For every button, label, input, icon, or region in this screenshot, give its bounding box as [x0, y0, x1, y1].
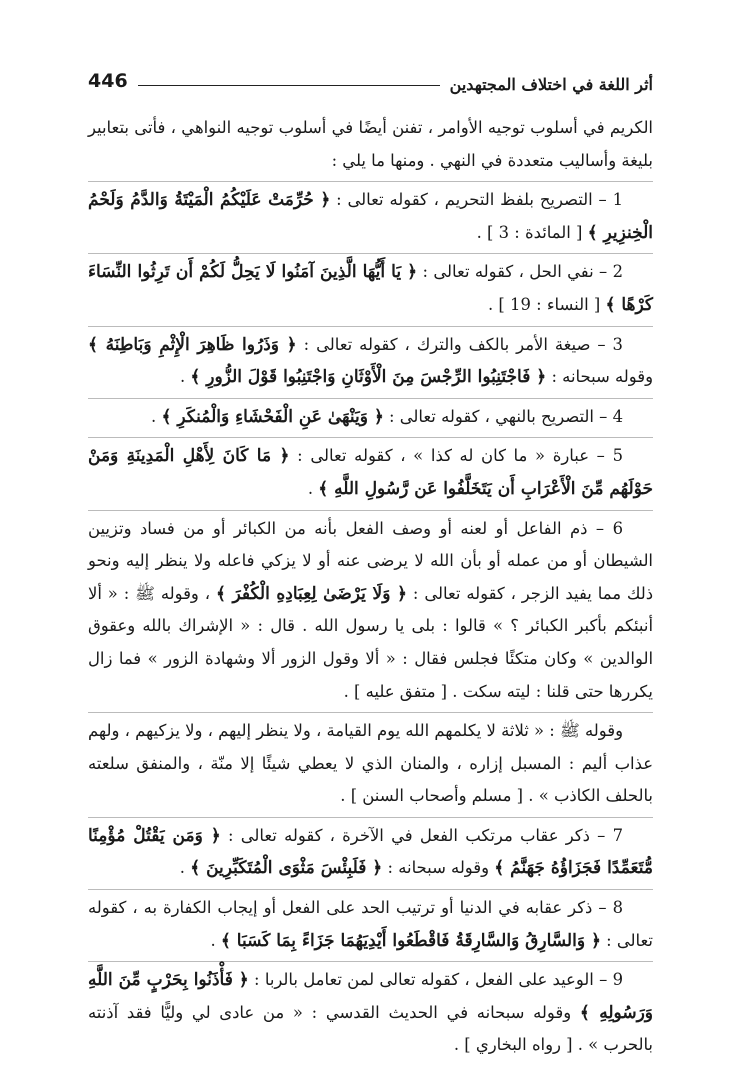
- item-4-quran: ﴿ وَيَنْهَىٰ عَنِ الْفَحْشَاءِ وَالْمُنكَرِ ﴾: [161, 406, 384, 427]
- item-8-text: 8 – ذكر عقابه في الدنيا أو ترتيب الحد على الفعل أو إيجاب الكفارة به ، كقوله تعالى :: [88, 898, 653, 950]
- item-6-text-1: 6 – ذم الفاعل أو لعنه أو وصف الفعل بأنه من الكبائر أو من فساد وتزيين الشيطان أو من عمله أو بأن الله لا يرضى عنه أو لا يزكي فاعله ولا ينظر إليه ونحو ذلك مما يفيد الزجر ، كقوله تعالى :: [88, 518, 653, 603]
- item-8: [88, 889, 653, 957]
- item-3-mid-text: وقوله سبحانه :: [551, 367, 653, 387]
- hadith-paragraph: [88, 712, 653, 813]
- item-7-quran-1: ﴿ وَمَن يَقْتُلْ مُؤْمِنًا مُّتَعَمِّدًا فَجَزَاؤُهُ جَهَنَّمُ ﴾: [88, 825, 653, 879]
- item-7: [88, 817, 653, 885]
- item-5-text: 5 – عبارة « ما كان له كذا » ، كقوله تعالى :: [297, 446, 623, 466]
- item-9-reference: [ رواه البخاري ] .: [453, 1035, 573, 1055]
- item-2-quran: ﴿ يَا أَيُّهَا الَّذِينَ آمَنُوا لَا يَحِلُّ لَكُمْ أَن تَرِثُوا النِّسَاءَ كَرْهًا ﴾: [88, 262, 653, 315]
- item-7-period: .: [179, 858, 185, 878]
- intro-text: الكريم في أسلوب توجيه الأوامر ، تفنن أيضًا في أسلوب توجيه النواهي ، فأتى بتعابير بليغة وأساليب متعددة في النهي . ومنها ما يلي :: [88, 118, 653, 170]
- item-3-quran-1: ﴿ وَذَرُوا ظَاهِرَ الْإِثْمِ وَبَاطِنَهُ ﴾: [88, 334, 297, 355]
- item-4: [88, 398, 653, 434]
- item-3-quran-2: ﴿ فَاجْتَنِبُوا الرِّجْسَ مِنَ الْأَوْثَانِ وَاجْتَنِبُوا قَوْلَ الزُّورِ ﴾: [190, 367, 547, 388]
- item-8-period: .: [210, 930, 216, 950]
- item-5: [88, 437, 653, 505]
- page-header: [88, 62, 653, 98]
- item-9-quran: ﴿ فَأْذَنُوا بِحَرْبٍ مِّنَ اللَّهِ وَرَسُولِهِ ﴾: [88, 970, 653, 1023]
- item-9-text: 9 – الوعيد على الفعل ، كقوله تعالى لمن تعامل بالربا :: [254, 970, 624, 990]
- item-6-quran: ﴿ وَلَا يَرْضَىٰ لِعِبَادِهِ الْكُفْرَ ﴾: [215, 583, 407, 604]
- item-4-period: .: [151, 406, 157, 426]
- item-3-text: 3 – صيغة الأمر بالكف والترك ، كقوله تعالى :: [303, 334, 623, 354]
- item-2: [88, 253, 653, 321]
- item-4-text: 4 – التصريح بالنهي ، كقوله تعالى :: [389, 406, 623, 426]
- item-9: [88, 961, 653, 1062]
- intro-paragraph: [88, 112, 653, 177]
- item-7-quran-2: ﴿ فَلَبِئْسَ مَثْوَى الْمُتَكَبِّرِينَ ﴾: [190, 858, 383, 879]
- item-7-mid-text: وقوله سبحانه :: [387, 858, 490, 878]
- item-6-reference: [ متفق عليه ] .: [343, 681, 448, 701]
- header-rule: [138, 85, 440, 86]
- item-9-text-2: وقوله سبحانه في الحديث القدسي : « من عادى لي وليًّا فقد آذنته بالحرب » .: [88, 1002, 653, 1055]
- item-3-period: .: [179, 367, 186, 387]
- item-3: [88, 326, 653, 394]
- item-5-period: .: [307, 478, 314, 498]
- hadith-text: وقوله ﷺ : « ثلاثة لا يكلمهم الله يوم القيامة ، ولا ينظر إليهم ، ولا يزكيهم ، ولهم عذاب أليم : المسبل إزاره ، والمنان الذي لا يعطي شيئًا إلا منّة ، والمنفق سلعته بالحلف الكاذب » .: [88, 721, 653, 806]
- page-content: [88, 112, 653, 1066]
- item-1-text: 1 – التصريح بلفظ التحريم ، كقوله تعالى :: [336, 190, 624, 210]
- item-1-reference: [ المائدة : 3 ] .: [476, 222, 583, 242]
- item-5-quran: ﴿ مَا كَانَ لِأَهْلِ الْمَدِينَةِ وَمَنْ حَوْلَهُم مِّنَ الْأَعْرَابِ أَن يَتَخَلَّفُوا عَن رَّسُولِ اللَّهِ ﴾: [88, 446, 653, 499]
- hadith-reference: [ مسلم وأصحاب السنن ] .: [340, 786, 524, 806]
- item-6: [88, 510, 653, 709]
- item-2-reference: [ النساء : 19 ] .: [488, 294, 601, 314]
- item-6-text-2: ، وقوله ﷺ : « ألا أنبئكم بأكبر الكبائر ؟ » قالوا : بلى يا رسول الله . قال : « الإشراك بالله وعقوق الوالدين » وكان متكئًا فجلس فقال : « ألا وقول الزور ألا وشهادة الزور » فما زال يكررها حتى قلنا : ليته سكت .: [88, 583, 653, 701]
- item-8-quran: ﴿ وَالسَّارِقُ وَالسَّارِقَةُ فَاقْطَعُوا أَيْدِيَهُمَا جَزَاءً بِمَا كَسَبَا ﴾: [220, 930, 601, 951]
- book-title: أثر اللغة في اختلاف المجتهدين: [449, 75, 653, 94]
- item-1-quran: ﴿ حُرِّمَتْ عَلَيْكُمُ الْمَيْتَةُ وَالدَّمُ وَلَحْمُ الْخِنزِيرِ ﴾: [88, 190, 653, 243]
- item-7-text: 7 – ذكر عقاب مرتكب الفعل في الآخرة ، كقوله تعالى :: [227, 825, 623, 845]
- page-number: 446: [88, 70, 128, 92]
- item-1: [88, 181, 653, 249]
- item-2-text: 2 – نفي الحل ، كقوله تعالى :: [422, 262, 624, 282]
